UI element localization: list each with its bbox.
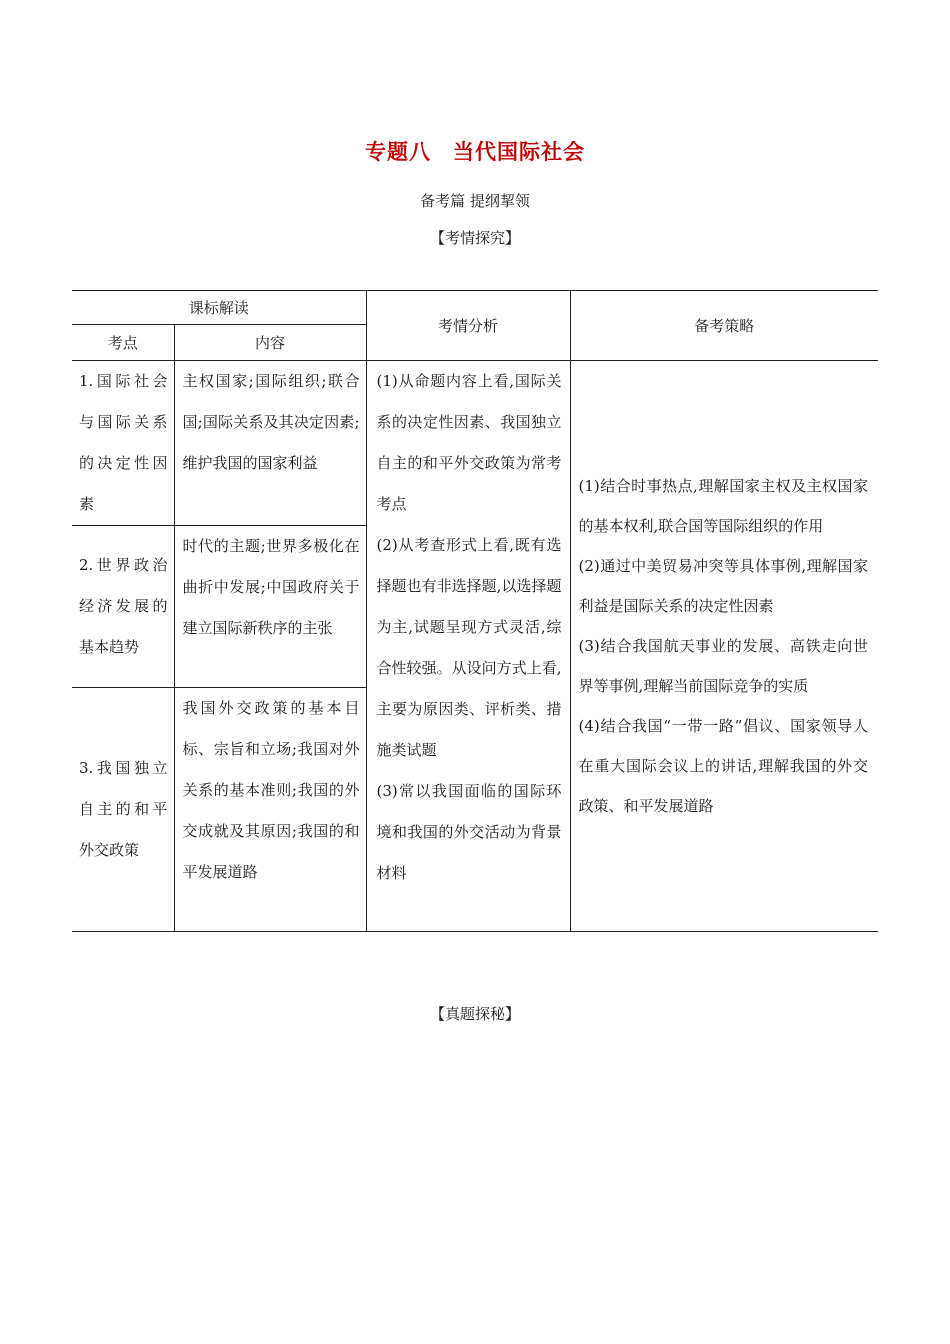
content-cell xyxy=(174,526,366,688)
analysis-item: (2)从考查形式上看,既有选择题也有非选择题,以选择题为主,试题呈现方式灵活,综合性较强。从设问方式上看,主要为原因类、评析类、措施类试题 xyxy=(376,536,562,759)
analysis-item: (3)常以我国面临的国际环境和我国的外交活动为背景材料 xyxy=(376,782,562,882)
header-point: 考点 xyxy=(72,325,174,361)
point-cell xyxy=(72,526,174,688)
strategy-cell xyxy=(570,361,878,932)
exam-outline-table xyxy=(72,290,878,932)
page-subtitle: 备考篇 提纲挈领 xyxy=(420,192,530,210)
analysis-cell xyxy=(366,361,570,932)
content-cell xyxy=(174,361,366,526)
section-title-exam-analysis: 【考情探究】 xyxy=(429,229,520,247)
strategy-item: (3)结合我国航天事业的发展、高铁走向世界等事例,理解当前国际竞争的实质 xyxy=(578,637,869,695)
header-analysis: 考情分析 xyxy=(366,291,570,361)
content-text: 时代的主题;世界多极化在曲折中发展;中国政府关于建立国际新秩序的主张 xyxy=(182,537,360,637)
content-text: 我国外交政策的基本目标、宗旨和立场;我国对外关系的基本准则;我国的外交成就及其原因;我国的和平发展道路 xyxy=(182,699,360,881)
page-title-part2: 当代国际社会 xyxy=(453,139,585,164)
page-title-part1: 专题八 xyxy=(365,139,431,164)
section-title-real-questions: 【真题探秘】 xyxy=(429,1005,520,1023)
header-curriculum: 课标解读 xyxy=(72,291,366,325)
point-cell xyxy=(72,361,174,526)
content-text: 主权国家;国际组织;联合国;国际关系及其决定因素;维护我国的国家利益 xyxy=(182,372,360,472)
point-cell xyxy=(72,688,174,932)
strategy-item: (4)结合我国“一带一路”倡议、国家领导人在重大国际会议上的讲话,理解我国的外交政策、和平发展道路 xyxy=(578,717,869,815)
table-row xyxy=(72,361,878,526)
analysis-item: (1)从命题内容上看,国际关系的决定性因素、我国独立自主的和平外交政策为常考考点 xyxy=(376,372,562,513)
page-title xyxy=(0,136,950,166)
point-text: 2.世界政治经济发展的基本趋势 xyxy=(79,556,168,656)
point-text: 3.我国独立自主的和平外交政策 xyxy=(79,759,168,859)
strategy-item: (1)结合时事热点,理解国家主权及主权国家的基本权利,联合国等国际组织的作用 xyxy=(578,477,869,535)
header-strategy: 备考策略 xyxy=(570,291,878,361)
point-text: 1.国际社会与国际关系的决定性因素 xyxy=(79,372,168,513)
content-cell xyxy=(174,688,366,932)
header-content: 内容 xyxy=(174,325,366,361)
strategy-item: (2)通过中美贸易冲突等具体事例,理解国家利益是国际关系的决定性因素 xyxy=(578,557,869,615)
